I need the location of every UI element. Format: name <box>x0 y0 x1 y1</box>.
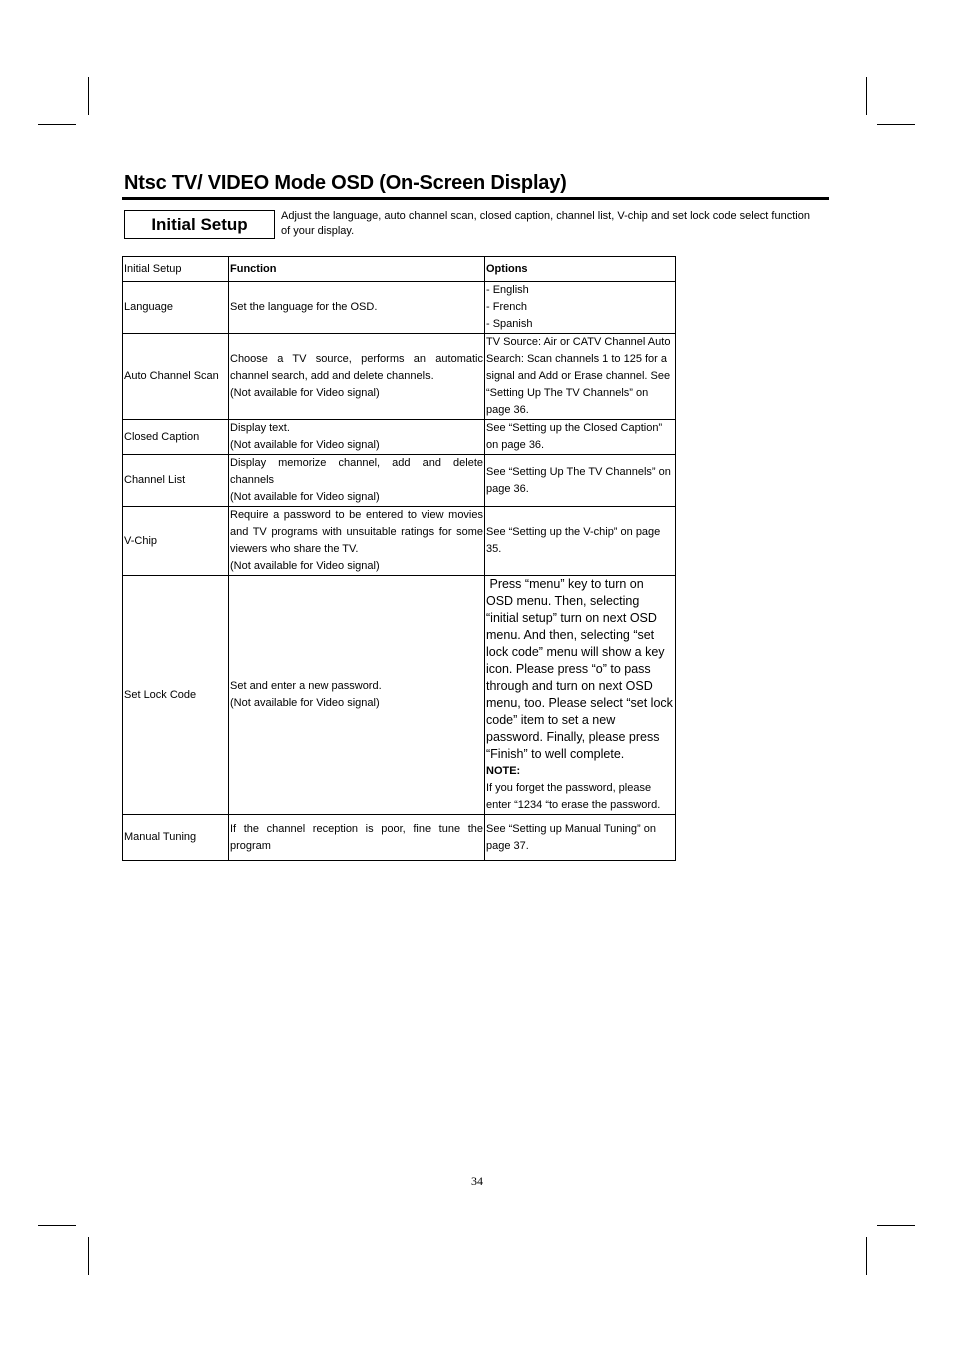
table-row-set-lock-code <box>123 576 676 815</box>
crop-mark <box>866 1237 867 1275</box>
option-line: TV Source: Air or CATV Channel Auto Search: Scan channels 1 to 125 for a signal and Add or Erase channel. See “Setting Up The TV Channels” on page 36. <box>486 336 671 416</box>
option-line: - French <box>486 301 527 313</box>
crop-mark <box>877 1225 915 1226</box>
row-function <box>229 420 485 455</box>
function-line: Choose a TV source, performs an automatic channel search, add and delete channels. <box>230 353 483 382</box>
crop-mark <box>88 1237 89 1275</box>
option-line: - Spanish <box>486 318 533 330</box>
note-label: NOTE: <box>486 765 521 777</box>
table-row-manual-tuning <box>123 815 676 861</box>
row-function <box>229 815 485 861</box>
function-line: Display memorize channel, add and delete channels <box>230 457 483 486</box>
title-rule <box>122 197 829 200</box>
row-options <box>485 282 676 334</box>
section-description: Adjust the language, auto channel scan, closed caption, channel list, V-chip and set lock code select function of your display. <box>281 210 810 237</box>
row-name: Language <box>123 282 229 334</box>
function-line: Require a password to be entered to view movies and TV programs with unsuitable ratings for some viewers who share the TV. <box>230 509 483 555</box>
lock-code-instructions: Press “menu” key to turn on OSD menu. Then, selecting “initial setup” turn on next OSD menu. And then, selecting “set lock code” menu will show a key icon. Please press “o” to pass through and turn on next OSD menu, too. Please select “set lock code” item to set a new password. Finally, please press “Finish” to well complete. <box>486 577 677 761</box>
function-line: (Not available for Video signal) <box>230 387 380 399</box>
section-label: Initial Setup <box>151 214 248 234</box>
table-row-language <box>123 282 676 334</box>
table-row-closed-caption <box>123 420 676 455</box>
header-options: Options <box>485 257 676 282</box>
row-function <box>229 507 485 576</box>
option-line: See “Setting Up The TV Channels” on page 36. <box>486 465 671 495</box>
section-label-box <box>124 210 275 239</box>
row-function <box>229 334 485 420</box>
option-line: See “Setting up Manual Tuning” on page 37. <box>486 822 657 852</box>
function-line: Display text. <box>230 422 290 434</box>
option-line: See “Setting up the Closed Caption” on page 36. <box>486 422 663 451</box>
row-name: Set Lock Code <box>123 576 229 815</box>
row-name: V-Chip <box>123 507 229 576</box>
function-line: (Not available for Video signal) <box>230 560 380 572</box>
row-options <box>485 334 676 420</box>
function-line: (Not available for Video signal) <box>230 697 380 709</box>
table-row-auto-channel-scan <box>123 334 676 420</box>
function-line: If the channel reception is poor, fine tune the program <box>230 822 483 852</box>
row-name: Auto Channel Scan <box>123 334 229 420</box>
page-title: Ntsc TV/ VIDEO Mode OSD (On-Screen Display) <box>124 172 567 194</box>
row-options <box>485 815 676 861</box>
crop-mark <box>38 124 76 125</box>
row-function <box>229 455 485 507</box>
option-line: - English <box>486 284 529 296</box>
function-line: Set the language for the OSD. <box>230 301 378 313</box>
option-line: See “Setting up the V-chip” on page 35. <box>486 526 661 555</box>
function-line: Set and enter a new password. <box>230 680 382 692</box>
row-options <box>485 455 676 507</box>
note-text: If you forget the password, please enter “1234 “to erase the password. <box>486 782 661 811</box>
crop-mark <box>877 124 915 125</box>
row-options <box>485 507 676 576</box>
row-name: Manual Tuning <box>123 815 229 861</box>
crop-mark <box>38 1225 76 1226</box>
row-options <box>485 576 676 815</box>
function-line: (Not available for Video signal) <box>230 491 380 503</box>
table-row-v-chip <box>123 507 676 576</box>
row-name: Channel List <box>123 455 229 507</box>
row-function <box>229 282 485 334</box>
page-number: 34 <box>471 1174 483 1188</box>
table-row-channel-list <box>123 455 676 507</box>
row-name: Closed Caption <box>123 420 229 455</box>
header-initial-setup: Initial Setup <box>123 257 229 282</box>
row-function <box>229 576 485 815</box>
function-line: (Not available for Video signal) <box>230 439 380 451</box>
crop-mark <box>866 77 867 115</box>
row-options <box>485 420 676 455</box>
crop-mark <box>88 77 89 115</box>
table-header-row <box>123 257 676 282</box>
header-function: Function <box>229 257 485 282</box>
osd-function-table <box>122 256 676 861</box>
